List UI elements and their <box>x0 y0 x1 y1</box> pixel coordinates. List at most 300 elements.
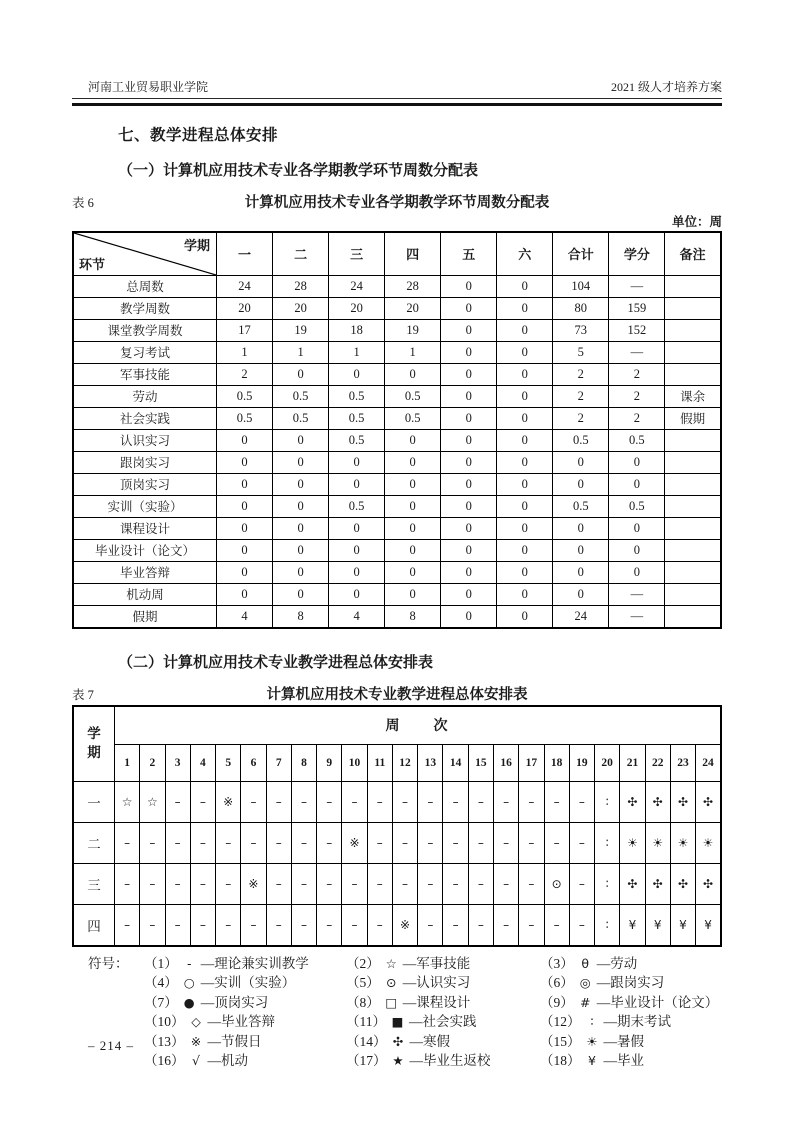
table6-cell: 0 <box>217 561 273 583</box>
table6-cell <box>665 517 721 539</box>
table6-cell: 0 <box>217 429 273 451</box>
schedule-cell: ✣ <box>670 781 695 822</box>
table6-row-label: 顶岗实习 <box>73 473 217 495</box>
table6-cell: 0 <box>329 539 385 561</box>
schedule-cell: – <box>367 904 392 946</box>
table6-row-label: 课程设计 <box>73 517 217 539</box>
schedule-cell: ☀ <box>696 822 721 863</box>
table6-cell: 0.5 <box>329 407 385 429</box>
schedule-cell: – <box>493 904 518 946</box>
table6-cell: 0 <box>441 561 497 583</box>
schedule-cell: – <box>468 781 493 822</box>
week-number-11: 11 <box>367 744 392 781</box>
table6-cell: 0.5 <box>329 429 385 451</box>
week-number-14: 14 <box>443 744 468 781</box>
table6-cell: 0 <box>385 429 441 451</box>
table6-cell: 5 <box>553 341 609 363</box>
schedule-cell: – <box>165 904 190 946</box>
table6-row-4 <box>73 363 721 385</box>
table6-cell: 0.5 <box>273 385 329 407</box>
running-header <box>72 78 722 95</box>
table6-cell: 0 <box>553 473 609 495</box>
legend-item-name: —毕业答辩 <box>207 1014 275 1029</box>
schedule-cell: – <box>569 822 594 863</box>
table6-cell: 0 <box>441 583 497 605</box>
schedule-cell: – <box>165 863 190 904</box>
legend-item-number: （6） <box>540 975 574 990</box>
table6-cell <box>665 605 721 628</box>
table6-cell: 28 <box>385 275 441 297</box>
table6-cell: 0.5 <box>385 385 441 407</box>
table6-cell: 0 <box>441 319 497 341</box>
table6-cell: — <box>609 275 665 297</box>
schedule-cell: – <box>519 904 544 946</box>
table6-label: 表 6 <box>72 195 94 210</box>
table7-caption: 计算机应用技术专业教学进程总体安排表 <box>266 686 528 703</box>
table6-cell: 8 <box>385 605 441 628</box>
table6-cell: 0 <box>497 319 553 341</box>
legend-row-0 <box>88 954 722 974</box>
table6-row-1 <box>73 297 721 319</box>
legend-item-symbol: ★ <box>392 1053 404 1068</box>
table6-cell: 0 <box>441 495 497 517</box>
table6-col-header-5: 六 <box>497 232 553 276</box>
table6-cell: — <box>609 583 665 605</box>
table6-cell: 0 <box>385 517 441 539</box>
table6-header-row <box>73 232 721 276</box>
table6-cell: 0 <box>497 517 553 539</box>
legend-item-symbol: ∶ <box>590 1014 594 1029</box>
legend-item-symbol: ¥ <box>588 1053 596 1068</box>
legend-item-7 <box>144 993 346 1013</box>
table6-cell: 4 <box>329 605 385 628</box>
table6-row-label: 实训（实验） <box>73 495 217 517</box>
table6-row-6 <box>73 407 721 429</box>
table6-cell: 0 <box>217 495 273 517</box>
table6-row-label: 跟岗实习 <box>73 451 217 473</box>
legend-item-name: —毕业设计（论文） <box>596 994 719 1010</box>
table6-cell: 20 <box>273 297 329 319</box>
table6-cell: 0 <box>385 451 441 473</box>
table7-row-0 <box>73 781 721 822</box>
table6-cell: 0 <box>497 407 553 429</box>
table6-cell: 0 <box>273 539 329 561</box>
schedule-cell: – <box>468 822 493 863</box>
week-number-5: 5 <box>216 744 241 781</box>
table6-cell: 0 <box>441 341 497 363</box>
schedule-cell: – <box>140 822 165 863</box>
schedule-cell: – <box>266 781 291 822</box>
legend-item-name: —劳动 <box>596 955 638 971</box>
schedule-cell: ¥ <box>670 904 695 946</box>
table6-cell: 0.5 <box>609 495 665 517</box>
table6-col-header-4: 五 <box>441 232 497 276</box>
legend-item-name: —寒假 <box>409 1033 450 1049</box>
table6-col-header-1: 二 <box>273 232 329 276</box>
schedule-cell: ✣ <box>645 863 670 904</box>
legend-item-number: （8） <box>346 994 380 1010</box>
table6-cell: 0 <box>217 517 273 539</box>
legend-item-symbol: ■ <box>391 1014 404 1029</box>
schedule-cell: ☀ <box>670 822 695 863</box>
table6-cell: 课余 <box>665 385 721 407</box>
legend-item-number: （5） <box>346 975 380 990</box>
table6-cell: 0 <box>441 517 497 539</box>
table6-cell: 0 <box>609 517 665 539</box>
legend-item-number: （3） <box>540 955 574 971</box>
schedule-cell: – <box>241 904 266 946</box>
legend-item-4 <box>144 973 346 993</box>
table6-row-label: 社会实践 <box>73 407 217 429</box>
schedule-cell: ✣ <box>670 863 695 904</box>
schedule-cell: – <box>190 822 215 863</box>
schedule-cell: – <box>443 904 468 946</box>
legend-item-symbol: ● <box>183 994 195 1010</box>
table6-cell: 0 <box>497 451 553 473</box>
table6-cell: 0.5 <box>553 429 609 451</box>
legend-item-number: （14） <box>346 1033 387 1049</box>
table6-cell: 0 <box>497 605 553 628</box>
table6-cell: 0 <box>385 583 441 605</box>
table6-row-label: 教学周数 <box>73 297 217 319</box>
legend-row-1 <box>88 973 722 993</box>
table6-col-header-0: 一 <box>217 232 273 276</box>
table6-row-label: 课堂教学周数 <box>73 319 217 341</box>
legend-row-2 <box>88 993 722 1013</box>
table6-row-5 <box>73 385 721 407</box>
table6-row-9 <box>73 473 721 495</box>
schedule-cell: – <box>443 822 468 863</box>
table6-row-label: 毕业设计（论文） <box>73 539 217 561</box>
table6-row-label: 复习考试 <box>73 341 217 363</box>
table6-cell: 0.5 <box>385 407 441 429</box>
table6-row-7 <box>73 429 721 451</box>
table6-cell: 0 <box>497 429 553 451</box>
schedule-cell: – <box>216 904 241 946</box>
table6-cell: 4 <box>217 605 273 628</box>
legend-prefix <box>88 1012 144 1032</box>
table6-cell: 24 <box>217 275 273 297</box>
schedule-cell: – <box>291 863 316 904</box>
table6-cell: 20 <box>217 297 273 319</box>
symbol-legend <box>72 954 722 1071</box>
legend-item-symbol: ⊙ <box>386 975 397 990</box>
page-number: – 214 – <box>88 1038 134 1053</box>
legend-item-3 <box>540 954 722 974</box>
week-number-24: 24 <box>696 744 721 781</box>
table6-cell <box>665 429 721 451</box>
table6-cell: 19 <box>273 319 329 341</box>
legend-item-name: —节假日 <box>207 1033 262 1049</box>
subsection-2-heading: （二）计算机应用技术专业教学进程总体安排表 <box>118 654 434 671</box>
table6-cell <box>665 319 721 341</box>
table6-cell: 0 <box>273 429 329 451</box>
legend-item-12 <box>540 1012 722 1032</box>
table7-header-row1 <box>73 706 721 745</box>
legend-item-name: —顶岗实习 <box>200 994 269 1010</box>
schedule-cell: ∶ <box>595 822 620 863</box>
schedule-cell: ☆ <box>115 781 140 822</box>
schedule-cell: – <box>569 904 594 946</box>
legend-item-5 <box>346 973 540 993</box>
table6-cell <box>665 341 721 363</box>
schedule-table <box>72 705 722 947</box>
table6-cell: 0 <box>217 473 273 495</box>
legend-item-number: （7） <box>144 994 178 1010</box>
table6-cell: 0 <box>441 429 497 451</box>
table6-cell: 0 <box>441 473 497 495</box>
schedule-cell: ✣ <box>620 863 645 904</box>
table6-row-13 <box>73 561 721 583</box>
semester-label: 四 <box>73 904 115 946</box>
schedule-cell: ※ <box>241 863 266 904</box>
schedule-cell: ※ <box>216 781 241 822</box>
table6-cell: 0.5 <box>553 495 609 517</box>
schedule-cell: – <box>468 863 493 904</box>
schedule-cell: – <box>140 904 165 946</box>
week-number-1: 1 <box>115 744 140 781</box>
table6-cell <box>665 539 721 561</box>
legend-item-number: （12） <box>540 1014 581 1029</box>
week-number-20: 20 <box>595 744 620 781</box>
header-rule-thick <box>72 103 722 106</box>
legend-item-number: （4） <box>144 975 178 990</box>
schedule-cell: – <box>190 904 215 946</box>
table6-row-label: 军事技能 <box>73 363 217 385</box>
week-number-13: 13 <box>418 744 443 781</box>
schedule-cell: – <box>493 822 518 863</box>
schedule-cell: – <box>216 863 241 904</box>
table6-cell: 0 <box>497 561 553 583</box>
table6-row-label: 机动周 <box>73 583 217 605</box>
schedule-cell: ∶ <box>595 863 620 904</box>
table6-cell: 0 <box>441 451 497 473</box>
legend-item-15 <box>540 1032 722 1052</box>
table6-cell: 0.5 <box>329 385 385 407</box>
schedule-cell: ☀ <box>645 822 670 863</box>
schedule-cell: – <box>519 781 544 822</box>
schedule-cell: – <box>544 822 569 863</box>
table6-cell: 0 <box>329 451 385 473</box>
table6-cell: 0 <box>497 539 553 561</box>
table6-row-10 <box>73 495 721 517</box>
schedule-cell: – <box>493 863 518 904</box>
semester-label: 一 <box>73 781 115 822</box>
schedule-cell: – <box>241 822 266 863</box>
table6-cell: 73 <box>553 319 609 341</box>
legend-item-14 <box>346 1032 540 1052</box>
schedule-cell: – <box>266 822 291 863</box>
table6-cell: 0 <box>441 385 497 407</box>
table6-cell: 0 <box>441 275 497 297</box>
table6-cell: 0 <box>385 561 441 583</box>
table6-col-header-8: 备注 <box>665 232 721 276</box>
legend-item-number: （10） <box>144 1014 185 1029</box>
table6-cell: 0 <box>497 297 553 319</box>
table6-cell: 1 <box>273 341 329 363</box>
schedule-cell: – <box>443 863 468 904</box>
table6-row-label: 假期 <box>73 605 217 628</box>
week-number-2: 2 <box>140 744 165 781</box>
table6-row-label: 劳动 <box>73 385 217 407</box>
schedule-cell: – <box>190 863 215 904</box>
table6-row-12 <box>73 539 721 561</box>
legend-item-name: —跟岗实习 <box>596 975 665 990</box>
table6-row-3 <box>73 341 721 363</box>
legend-item-2 <box>346 954 540 974</box>
legend-row-5 <box>88 1051 722 1071</box>
legend-item-name: —机动 <box>207 1053 248 1068</box>
table6-cell: 0 <box>553 451 609 473</box>
legend-item-17 <box>346 1051 540 1071</box>
table6-cell: 0 <box>553 517 609 539</box>
legend-item-symbol: ◇ <box>191 1014 201 1029</box>
legend-item-8 <box>346 993 540 1013</box>
schedule-cell: ✣ <box>696 863 721 904</box>
schedule-cell: – <box>418 904 443 946</box>
header-school-name: 河南工业贸易职业学院 <box>88 80 209 94</box>
week-number-19: 19 <box>569 744 594 781</box>
legend-item-number: （18） <box>540 1053 581 1068</box>
table6-cell: 0 <box>329 473 385 495</box>
section-heading: 七、教学进程总体安排 <box>118 126 279 144</box>
schedule-cell: ✣ <box>620 781 645 822</box>
table6-cell: 28 <box>273 275 329 297</box>
schedule-cell: – <box>443 781 468 822</box>
table6-cell <box>665 451 721 473</box>
schedule-cell: – <box>569 863 594 904</box>
schedule-cell: – <box>392 863 417 904</box>
legend-item-number: （16） <box>144 1053 185 1068</box>
table6-cell: 0 <box>273 495 329 517</box>
legend-prefix <box>88 993 144 1013</box>
legend-item-name: —期末考试 <box>603 1014 671 1029</box>
table6-cell: 0 <box>441 363 497 385</box>
table6-cell: 0 <box>609 539 665 561</box>
table6-cell: 0 <box>385 473 441 495</box>
table6-cell: 0 <box>329 561 385 583</box>
week-number-6: 6 <box>241 744 266 781</box>
legend-item-number: （15） <box>540 1033 581 1049</box>
table6-cell: 0.5 <box>329 495 385 517</box>
table6-row-label: 认识实习 <box>73 429 217 451</box>
table6-cell: 0 <box>273 473 329 495</box>
table6-cell: 2 <box>553 407 609 429</box>
table6-cell: 0 <box>385 495 441 517</box>
legend-prefix <box>88 973 144 993</box>
schedule-cell: – <box>317 863 342 904</box>
table6-cell: 0.5 <box>217 407 273 429</box>
table6-col-header-7: 学分 <box>609 232 665 276</box>
header-plan-title: 2021 级人才培养方案 <box>610 80 722 94</box>
subsection-1-heading: （一）计算机应用技术专业各学期教学环节周数分配表 <box>118 162 479 179</box>
schedule-cell: – <box>266 904 291 946</box>
schedule-cell: – <box>342 904 367 946</box>
legend-item-symbol: √ <box>192 1053 200 1068</box>
week-number-23: 23 <box>670 744 695 781</box>
table6-cell: 2 <box>217 363 273 385</box>
schedule-cell: – <box>317 781 342 822</box>
table6-body <box>73 275 721 628</box>
table6-cell: 0 <box>441 297 497 319</box>
semester-label: 三 <box>73 863 115 904</box>
table6-cell: 17 <box>217 319 273 341</box>
table6-cell: 1 <box>329 341 385 363</box>
schedule-cell: – <box>140 863 165 904</box>
legend-item-name: —社会实践 <box>409 1014 477 1029</box>
legend-item-symbol: ※ <box>190 1033 202 1049</box>
table6-cell: — <box>609 605 665 628</box>
table6-cell: 18 <box>329 319 385 341</box>
table6-row-0 <box>73 275 721 297</box>
schedule-cell: – <box>241 781 266 822</box>
table6-row-label: 毕业答辩 <box>73 561 217 583</box>
legend-item-symbol: ☀ <box>586 1033 598 1049</box>
schedule-cell: – <box>367 822 392 863</box>
week-number-21: 21 <box>620 744 645 781</box>
table6-cell: 0 <box>553 583 609 605</box>
table6-row-label: 总周数 <box>73 275 217 297</box>
table6-cell: 0 <box>329 517 385 539</box>
table6-caption-row <box>72 191 722 211</box>
schedule-cell: – <box>418 863 443 904</box>
schedule-cell: ☀ <box>620 822 645 863</box>
week-number-17: 17 <box>519 744 544 781</box>
week-number-9: 9 <box>317 744 342 781</box>
legend-item-number: （2） <box>346 955 380 971</box>
table6-cell <box>665 561 721 583</box>
table6-cell <box>665 363 721 385</box>
table6-cell: 0 <box>497 275 553 297</box>
table6-cell: 0.5 <box>217 385 273 407</box>
legend-item-10 <box>144 1012 346 1032</box>
legend-item-number: （1） <box>144 955 178 971</box>
table6-cell: 0 <box>553 539 609 561</box>
table6-row-8 <box>73 451 721 473</box>
table6-cell <box>665 583 721 605</box>
table6-cell: 0.5 <box>273 407 329 429</box>
schedule-cell: ∶ <box>595 904 620 946</box>
schedule-cell: – <box>342 863 367 904</box>
schedule-cell: – <box>519 863 544 904</box>
week-header: 周 次 <box>115 706 722 745</box>
table6-cell: 0 <box>385 539 441 561</box>
table6-cell: 0 <box>273 517 329 539</box>
table6-col-header-3: 四 <box>385 232 441 276</box>
schedule-cell: – <box>291 904 316 946</box>
table6-cell <box>665 297 721 319</box>
table7-header-row2 <box>73 744 721 781</box>
legend-prefix: 符号： <box>88 955 129 971</box>
table6-cell: 0 <box>273 363 329 385</box>
weeks-distribution-table <box>72 231 722 629</box>
table6-cell: 159 <box>609 297 665 319</box>
legend-item-symbol: - <box>186 955 192 971</box>
legend-item-name: —实训（实验） <box>200 975 296 990</box>
schedule-cell: – <box>418 822 443 863</box>
week-number-4: 4 <box>190 744 215 781</box>
legend-item-number: （17） <box>346 1053 387 1068</box>
legend-item-symbol: ◎ <box>579 975 591 990</box>
table6-cell: 假期 <box>665 407 721 429</box>
schedule-cell: – <box>317 822 342 863</box>
table6-row-11 <box>73 517 721 539</box>
table7-body <box>73 781 721 946</box>
table6-col-header-6: 合计 <box>553 232 609 276</box>
schedule-cell: – <box>519 822 544 863</box>
table6-cell: 0 <box>497 583 553 605</box>
week-number-16: 16 <box>493 744 518 781</box>
